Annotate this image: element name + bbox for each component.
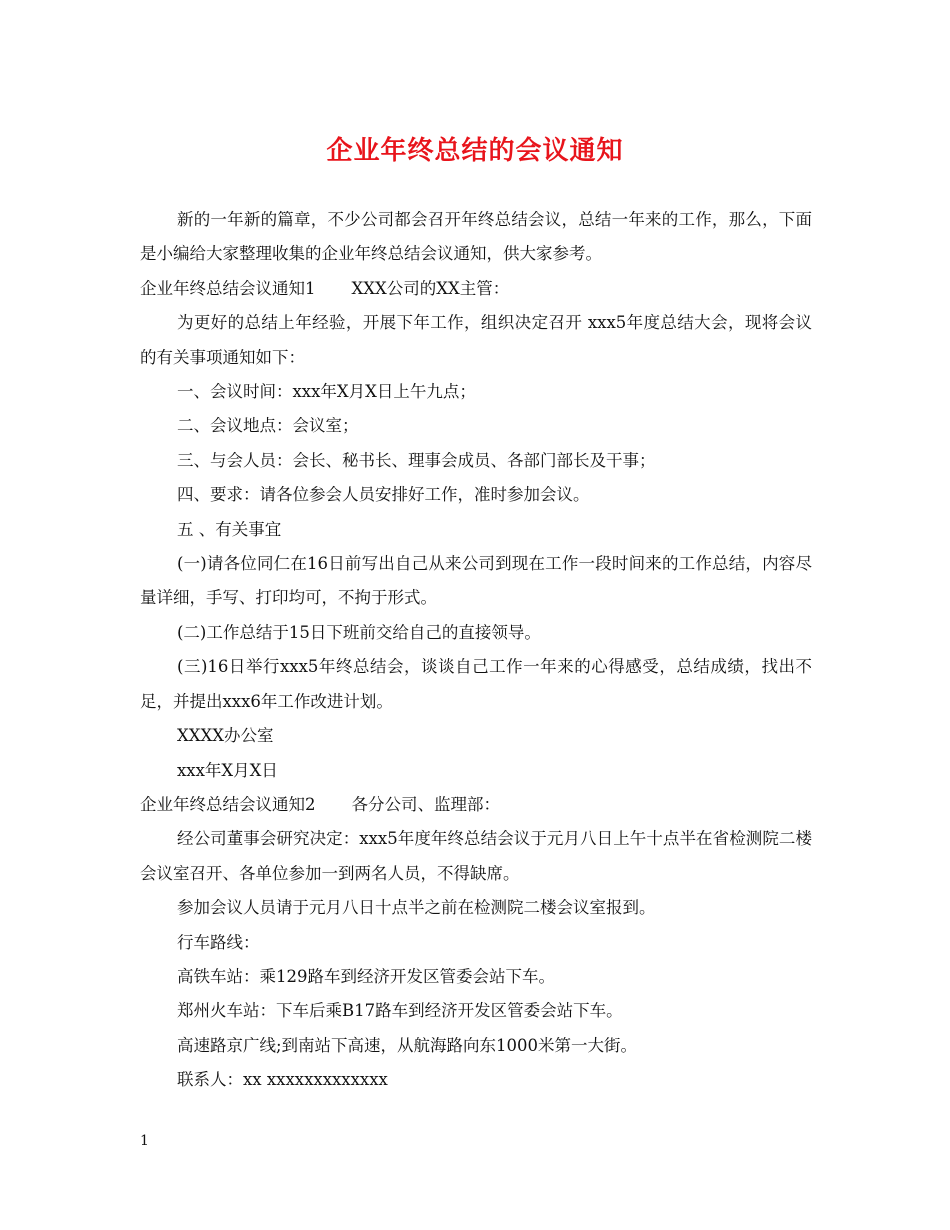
notice2-heading: 企业年终总结会议通知2 [140,794,316,814]
notice1-addressee: XXX公司的XX主管： [351,278,510,298]
notice1-signature: XXXX办公室 [177,726,274,746]
notice2-route-highspeed-rail: 高铁车站：乘129路车到经济开发区管委会站下车。 [177,966,555,986]
notice1-item-location: 二、会议地点：会议室； [177,416,359,436]
notice2-addressee: 各分公司、监理部： [351,794,500,814]
notice1-subitem-1: (一)请各位同仁在16日前写出自己从来公司到现在工作一段时间来的工作总结，内容尽量详细，手写、打印均可，不拘于形式。 [140,554,812,608]
notice2-route-train-station: 郑州火车站：下车后乘B17路车到经济开发区管委会站下车。 [177,1001,623,1021]
notice1-heading: 企业年终总结会议通知1 [140,278,316,298]
notice2-paragraph: 经公司董事会研究决定：xxx5年度年终总结会议于元月八日上午十点半在省检测院二楼会议室召开、各单位参加一到两名人员，不得缺席。 [140,829,812,883]
page-number: 1 [140,1133,149,1149]
notice1-item-attendees: 三、与会人员：会长、秘书长、理事会成员、各部门部长及干事； [177,450,656,470]
notice2-route-expressway: 高速路京广线;到南站下高速，从航海路向东1000米第一大街。 [177,1035,638,1055]
notice1-item-matters: 五 、有关事宜 [177,519,282,539]
notice2-contact: 联系人：xx xxxxxxxxxxxxx [177,1070,388,1090]
notice1-subitem-3: (三)16日举行xxx5年终总结会，谈谈自己工作一年来的心得感受，总结成绩，找出不足，并提出xxx6年工作改进计划。 [140,657,812,711]
intro-paragraph: 新的一年新的篇章，不少公司都会召开年终总结会议，总结一年来的工作，那么，下面是小编给大家整理收集的企业年终总结会议通知，供大家参考。 [140,210,812,264]
notice1-date: xxx年X月X日 [177,760,278,780]
document-title: 企业年终总结的会议通知 [326,136,624,166]
notice2-registration: 参加会议人员请于元月八日十点半之前在检测院二楼会议室报到。 [177,898,656,918]
notice1-item-time: 一、会议时间：xxx年X月X日上午九点； [177,382,476,402]
notice1-paragraph: 为更好的总结上年经验，开展下年工作，组织决定召开 xxx5年度总结大会，现将会议的有关事项通知如下： [140,313,812,367]
notice1-heading-line [140,272,812,306]
notice2-heading-line [140,788,812,822]
document-body [140,203,812,1098]
notice1-item-requirements: 四、要求：请各位参会人员安排好工作，准时参加会议。 [177,485,590,505]
notice1-subitem-2: (二)工作总结于15日下班前交给自己的直接领导。 [177,622,541,642]
notice2-route-title: 行车路线： [177,932,260,952]
